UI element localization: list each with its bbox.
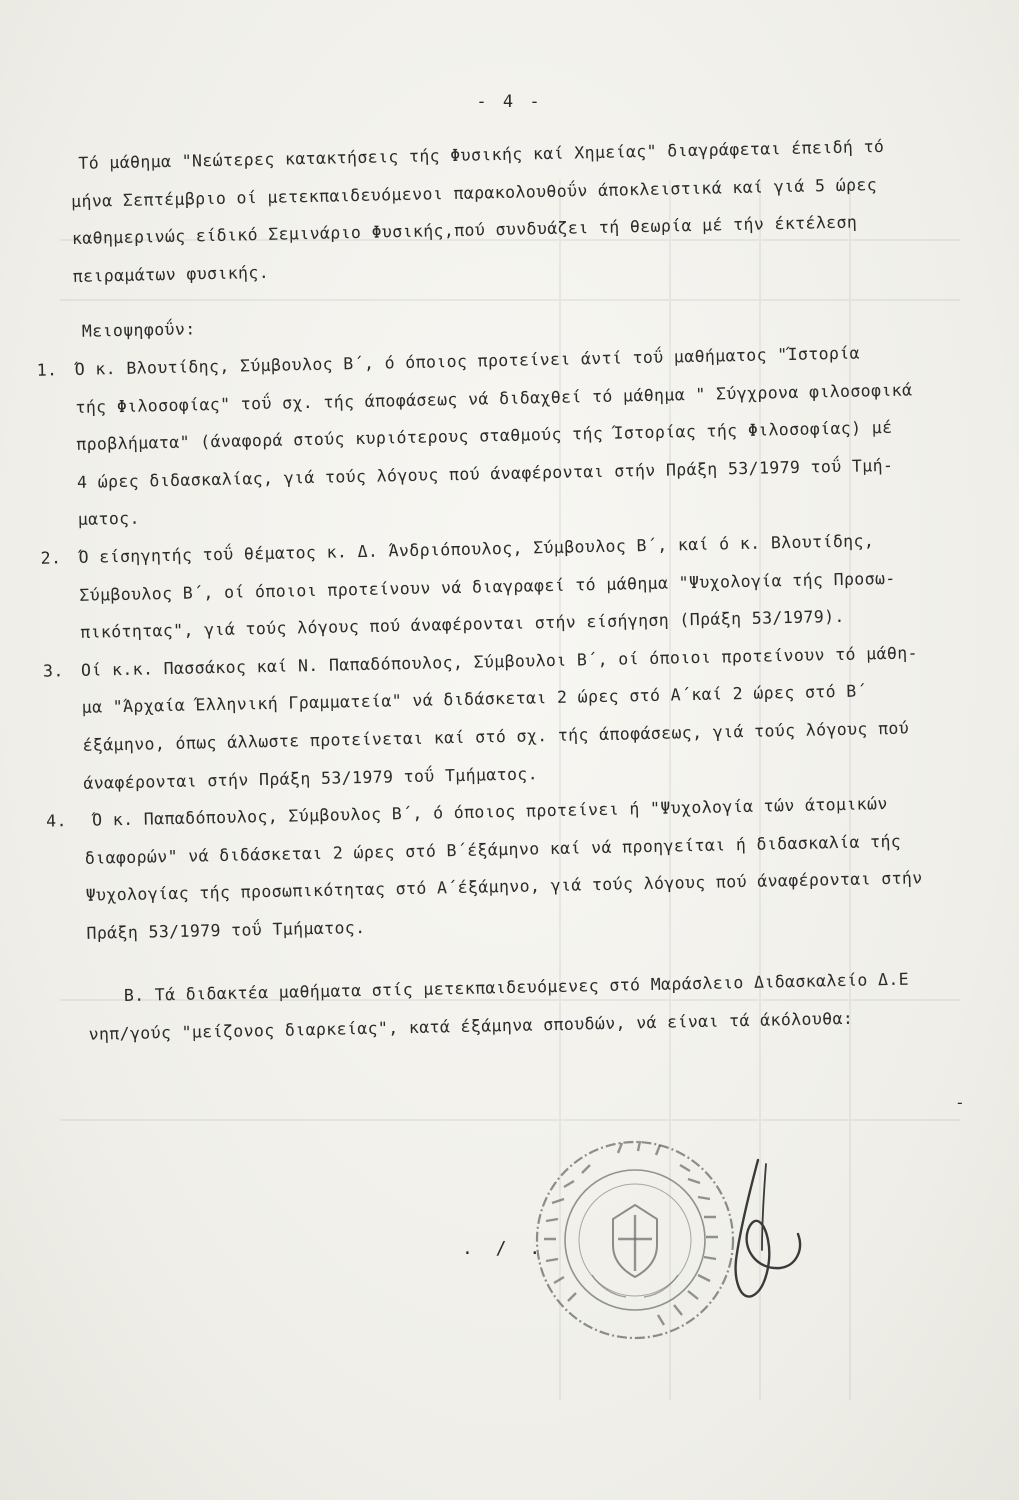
text-line: 4. Ό κ. Παπαδόπουλος, Σύμβουλος Β΄, ό όποιος προτείνει ή "Ψυχολογία τών άτομικών	[84, 783, 990, 840]
text-line: νηπ/γούς "μείζονος διαρκείας", κατά έξάμηνα σπουδών, νά είναι τά άκόλουθα:	[88, 1008, 854, 1044]
item-number: 3.	[42, 660, 64, 681]
page-number: - 4 -	[476, 92, 543, 112]
text-line: διαφορών" νά διδάσκεται 2 ώρες στό Β΄έξάμηνο καί νά προηγείται ή διδασκαλία τής	[84, 831, 902, 868]
text-line: μήνα Σεπτέμβριο οί μετεκπαιδευόμενοι παρακολουθοΰν άποκλειστικά καί γιά 5 ώρες	[70, 174, 878, 211]
handwritten-signature	[700, 1150, 820, 1310]
text-line: ματος.	[77, 508, 141, 530]
text-line: πικότητας", γιά τούς λόγους πού άναφέρονται στήν είσήγηση (Πράξη 53/1979).	[80, 607, 845, 643]
text-line: Πράξη 53/1979 τοΰ Τμήματος.	[86, 917, 366, 943]
text-line: Σύμβουλος Β΄, οί όποιοι προτείνουν νά διαγραφεί τό μάθημα "Ψυχολογία τής Προσω-	[79, 568, 896, 605]
text-line: άναφέρονται στήν Πράξη 53/1979 τοΰ Τμήματος.	[83, 763, 539, 793]
document-body	[36, 126, 994, 1053]
text-line: 3. Οί κ.κ. Πασσάκος καί Ν. Παπαδόπουλος, Σύμβουλοι Β΄, οί όποιοι προτείνουν τό μάθη-	[81, 633, 987, 690]
text-line: 4 ώρες διδασκαλίας, γιά τούς λόγους πού άναφέρονται στήν Πράξη 53/1979 τοΰ Τμή-	[76, 455, 894, 492]
text-line: προβλήματα" (άναφορά στούς κυριότερους σταθμούς τής Ίστορίας τής Φιλοσοφίας) μέ	[76, 417, 893, 455]
text-line: Β. Τά διδακτέα μαθήματα στίς μετεκπαιδευόμενες στό Μαράσλειο Διδασκαλείο Δ.Ε	[123, 970, 910, 1006]
item-number: 2.	[40, 548, 62, 568]
item-number: 1.	[36, 360, 58, 380]
text-line: τής Φιλοσοφίας" τοΰ σχ. τής άποφάσεως νά διδαχθεί τό μάθημα " Σύγχρονα φιλοσοφικά	[75, 379, 913, 417]
item-number: 4.	[45, 811, 68, 831]
text-line: μα "Άρχαία Έλληνική Γραμματεία" νά διδάσκεται 2 ώρες στό Α΄καί 2 ώρες στό Β΄	[81, 681, 868, 718]
text-line: Τό μάθημα "Νεώτερες κατακτήσεις τής Φυσικής καί Χημείας" διαγράφεται έπειδή τό	[78, 136, 885, 173]
trailing-dash: -	[955, 1093, 965, 1112]
text-line: 1. Ό κ. Βλουτίδης, Σύμβουλος Β΄, ό όποιος προτείνει άντί τοΰ μαθήματος "Ίστορία	[74, 332, 980, 389]
text-line: 2. Ό είσηγητής τοΰ θέματος κ. Δ. Άνδριόπουλος, Σύμβουλος Β΄, καί ό κ. Βλουτίδης,	[78, 520, 984, 577]
text-line: έξάμηνο, όπως άλλωστε προτείνεται καί στό σχ. τής άποφάσεως, γιά τούς λόγους πού	[82, 718, 910, 755]
continuation-mark: . / .	[462, 1238, 547, 1259]
text-line: Μειοψηφοΰν:	[81, 319, 196, 342]
text-line: πειραμάτων φυσικής.	[72, 262, 270, 286]
text-line: καθημερινώς είδικό Σεμινάριο Φυσικής,πού συνδυάζει τή θεωρία μέ τήν έκτέλεση	[71, 212, 858, 249]
text-line: Ψυχολογίας τής προσωπικότητας στό Α΄έξάμηνο, γιά τούς λόγους πού άναφέρονται στήν	[85, 868, 923, 906]
